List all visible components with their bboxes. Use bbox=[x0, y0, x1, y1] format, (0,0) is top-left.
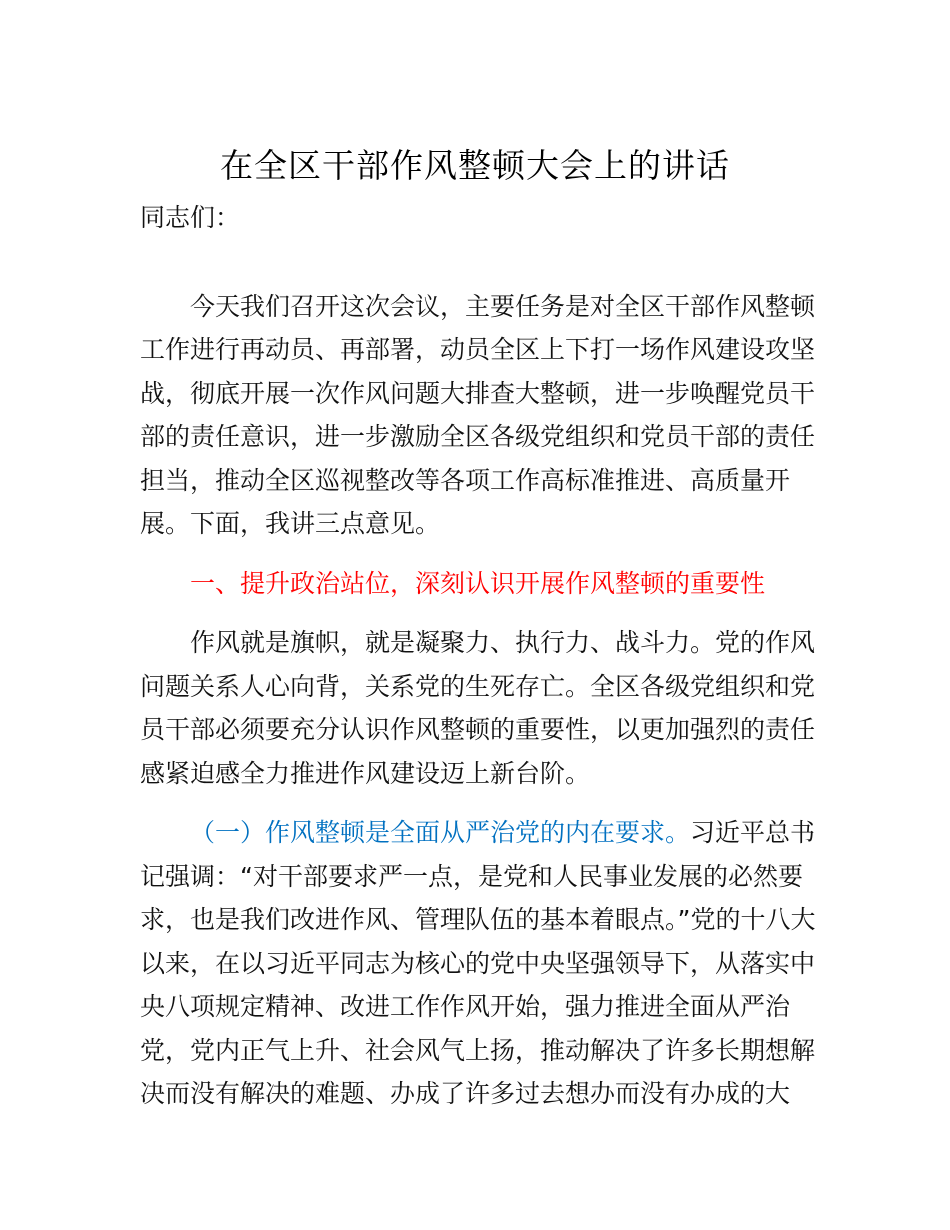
subsection-heading-1: （一）作风整顿是全面从严治党的内在要求。 bbox=[190, 818, 691, 847]
document-title: 在全区干部作风整顿大会上的讲话 bbox=[220, 146, 730, 185]
paragraph-section-1: 作风就是旗帜，就是凝聚力、执行力、战斗力。党的作风问题关系人心向背，关系党的生死存亡。全区各级党组织和党员干部必须要充分认识作风整顿的重要性，以更加强烈的责任感紧迫感全力推进作风建设迈上新台阶。 bbox=[140, 628, 816, 788]
subsection-body-1: 习近平总书记强调：“对干部要求严一点，是党和人民事业发展的必然要求，也是我们改进作风、管理队伍的基本着眼点。”党的十八大以来，在以习近平同志为核心的党中央坚强领导下，从落实中央八项规定精神、改进工作作风开始，强力推进全面从严治党，党内正气上升、社会风气上扬，推动解决了许多长期想解决而没有解决的难题、办成了许多过去想办而没有办成的大 bbox=[140, 818, 816, 1108]
paragraph-intro: 今天我们召开这次会议，主要任务是对全区干部作风整顿工作进行再动员、再部署，动员全区上下打一场作风建设攻坚战，彻底开展一次作风问题大排查大整顿，进一步唤醒党员干部的责任意识，进一步激励全区各级党组织和党员干部的责任担当，推动全区巡视整改等各项工作高标准推进、高质量开展。下面，我讲三点意见。 bbox=[140, 291, 816, 538]
paragraph-subsection-1 bbox=[140, 811, 820, 1116]
section-heading-1: 一、提升政治站位，深刻认识开展作风整顿的重要性 bbox=[190, 568, 766, 598]
salutation: 同志们： bbox=[140, 203, 241, 232]
document-body bbox=[140, 196, 820, 1116]
